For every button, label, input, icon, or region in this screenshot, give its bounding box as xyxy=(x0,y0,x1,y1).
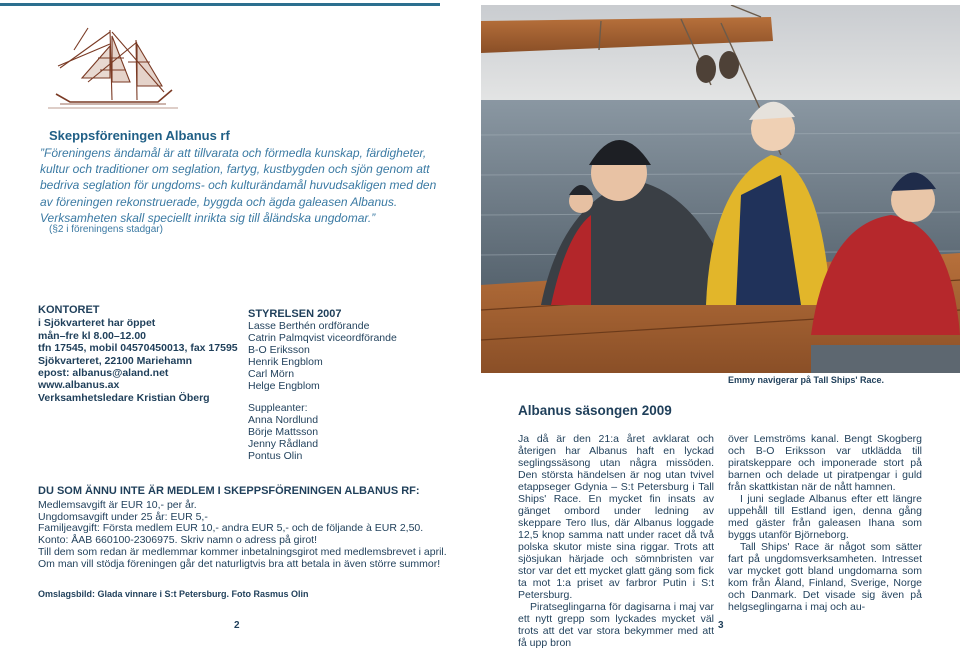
board-block xyxy=(248,308,438,462)
article-paragraph: I juni seglade Albanus efter ett längre uppehåll till Estland igen, denna gång med gäster från galeasen Ihana som byggs utanför Björneborg. xyxy=(728,493,922,541)
office-line: www.albanus.ax xyxy=(38,379,120,392)
membership-line: Medlemsavgift är EUR 10,- per år. xyxy=(38,498,197,511)
board-member: Henrik Engblom xyxy=(248,356,323,368)
intro-title: Skeppsföreningen Albanus rf xyxy=(49,128,230,143)
photo-caption: Emmy navigerar på Tall Ships' Race. xyxy=(728,375,885,385)
office-line: i Sjökvarteret har öppet xyxy=(38,317,156,330)
board-heading: STYRELSEN 2007 xyxy=(248,308,342,320)
membership-line: Familjeavgift: Första medlem EUR 10,- andra EUR 5,- och de följande à EUR 2,50. xyxy=(38,522,424,535)
membership-line: Ungdomsavgift under 25 år: EUR 5,- xyxy=(38,510,208,523)
office-line: epost: albanus@aland.net xyxy=(38,367,169,380)
intro-reference: (§2 i föreningens stadgar) xyxy=(49,224,163,235)
page-number-left: 2 xyxy=(234,620,240,631)
cover-photo-caption: Omslagsbild: Glada vinnare i S:t Petersburg. Foto Rasmus Olin xyxy=(38,589,309,599)
office-line: mån–fre kl 8.00–12.00 xyxy=(38,329,146,342)
membership-line: Konto: ÅAB 660100-2306975. Skriv namn o adress på girot! xyxy=(38,534,318,547)
article-paragraph: över Lemströms kanal. Bengt Skogberg och B-O Eriksson var utklädda till piratskeppare och imponerade stort på barnen och delade ut piratpengar i guld från skattkistan när de nått hamnen. xyxy=(728,433,922,493)
deputy-member: Jenny Rådland xyxy=(248,438,319,450)
deputy-member: Anna Nordlund xyxy=(248,414,319,426)
office-heading: KONTORET xyxy=(38,304,100,316)
board-member: Helge Engblom xyxy=(248,380,320,392)
board-member: Catrin Palmqvist viceordförande xyxy=(248,332,397,344)
article-column-2 xyxy=(728,433,922,613)
office-block xyxy=(38,304,238,404)
board-member: Carl Mörn xyxy=(248,368,295,380)
article-paragraph: Ja då är den 21:a året avklarat och återigen har Albanus haft en lyckad seglingssäsong utan några missöden. Den största händelsen är nog utan tvivel etappseger Gdynia – S:t Petersburg i Tall Ships' Race. En mycket fin insats av gänget ombord under ledning av skeppare Tero Ilus, där Albanus loggade 12,5 knop samma natt under racet då två polska skutor miste sina riggar. Trots att sjösjukan härjade och sömnbristen var stor var det ett mycket glatt gäng som fick ta mot 1:a priset av farbror Putin i S:t Petersburg. xyxy=(518,433,714,601)
article-paragraph: Piratseglingarna för dagisarna i maj var ett nytt grepp som lyckades mycket väl trots att det var stora bekymmer med att få upp bron xyxy=(518,601,714,649)
office-line: tfn 17545, mobil 04570450013, fax 17595 xyxy=(38,342,238,355)
article-title: Albanus säsongen 2009 xyxy=(518,403,672,418)
deputies-label: Suppleanter: xyxy=(248,402,308,414)
page-number-right: 3 xyxy=(718,620,724,631)
board-member: B-O Eriksson xyxy=(248,344,310,356)
deputy-member: Börje Mattsson xyxy=(248,426,319,438)
sailing-crew-photo xyxy=(481,5,960,373)
article-paragraph: Tall Ships' Race är något som sätter fart på ungdomsverksamheten. Intresset var mycket gott bland ungdomarna som kom från Åland, Finland, Sverige, Norge och Danmark. Det visade sig även på helgseglingarna i maj och au- xyxy=(728,541,922,613)
deputy-member: Pontus Olin xyxy=(248,450,303,462)
membership-line: Till dem som redan är medlemmar kommer inbetalningsgirot med medlemsbrevet i april. xyxy=(38,545,447,558)
sailing-ship-icon xyxy=(38,22,184,114)
top-rule xyxy=(0,3,440,6)
membership-heading: DU SOM ÄNNU INTE ÄR MEDLEM I SKEPPSFÖRENINGEN ALBANUS RF: xyxy=(38,485,420,497)
membership-line: Om man vill stödja föreningen går det naturligtvis bra att betala in även större summor! xyxy=(38,557,441,570)
office-line: Verksamhetsledare Kristian Öberg xyxy=(38,391,210,404)
office-line: Sjökvarteret, 22100 Mariehamn xyxy=(38,354,193,367)
board-member: Lasse Berthén ordförande xyxy=(248,320,370,332)
article-column-1 xyxy=(518,433,714,649)
intro-quote: ”Föreningens ändamål är att tillvarata och förmedla kunskap, färdigheter, kultur och traditioner om seglation, fartyg, kustbygden och sjön genom att bedriva seglation för ungdoms- och kulturändamål huvudsakligen med den av föreningen rekonstruerade, byggda och ägda galeasen Albanus. Verksamheten skall speciellt inrikta sig till åländska ungdomar.” xyxy=(40,146,437,225)
membership-block xyxy=(38,486,448,571)
